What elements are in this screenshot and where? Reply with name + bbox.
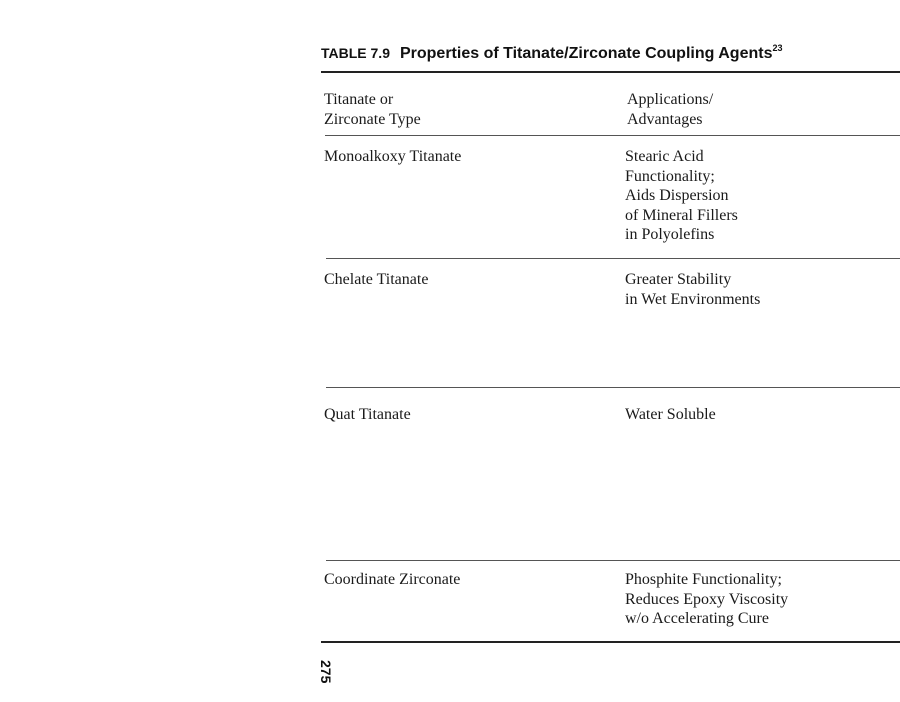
- header-applications: [627, 90, 713, 129]
- row-type-line: Monoalkoxy Titanate: [324, 148, 462, 165]
- row-applications: [625, 570, 788, 629]
- table-title: Properties of Titanate/Zirconate Coupling Agents: [399, 45, 773, 62]
- row-divider: [326, 387, 900, 388]
- row-applications-line: Greater Stability: [625, 271, 732, 288]
- row-applications-line: in Wet Environments: [625, 290, 761, 308]
- row-applications-line: w/o Accelerating Cure: [625, 610, 769, 627]
- row-applications-line: Functionality;: [625, 167, 715, 185]
- row-applications-line: Stearic Acid: [625, 148, 704, 165]
- header-type: [324, 90, 421, 129]
- table-reference: 23: [772, 43, 783, 53]
- row-type: [324, 405, 411, 425]
- row-divider: [326, 258, 900, 259]
- row-type: [324, 147, 461, 167]
- header-type-line: Zirconate Type: [324, 110, 421, 128]
- row-type: [324, 570, 460, 590]
- row-applications: [625, 270, 760, 309]
- table-caption: [321, 43, 782, 63]
- header-applications-line: Advantages: [627, 110, 703, 128]
- header-applications-line: Applications/: [627, 91, 714, 108]
- row-applications-line: of Mineral Fillers: [625, 206, 738, 224]
- row-applications-line: Reduces Epoxy Viscosity: [625, 590, 789, 608]
- row-applications: [625, 147, 738, 245]
- row-type-line: Quat Titanate: [324, 406, 411, 423]
- row-applications-line: Aids Dispersion: [625, 187, 729, 204]
- row-divider: [326, 560, 900, 561]
- bottom-rule: [321, 641, 900, 643]
- row-applications-line: Water Soluble: [625, 406, 716, 423]
- table-label: TABLE 7.9: [321, 45, 390, 61]
- header-rule: [325, 135, 900, 136]
- header-type-line: Titanate or: [324, 91, 394, 108]
- row-type: [324, 270, 428, 290]
- top-rule: [321, 71, 900, 73]
- page-number: 275: [318, 660, 334, 684]
- row-type-line: Chelate Titanate: [324, 271, 429, 288]
- row-applications-line: in Polyolefins: [625, 226, 715, 243]
- row-applications-line: Phosphite Functionality;: [625, 571, 782, 588]
- row-type-line: Coordinate Zirconate: [324, 571, 461, 588]
- row-applications: [625, 405, 716, 425]
